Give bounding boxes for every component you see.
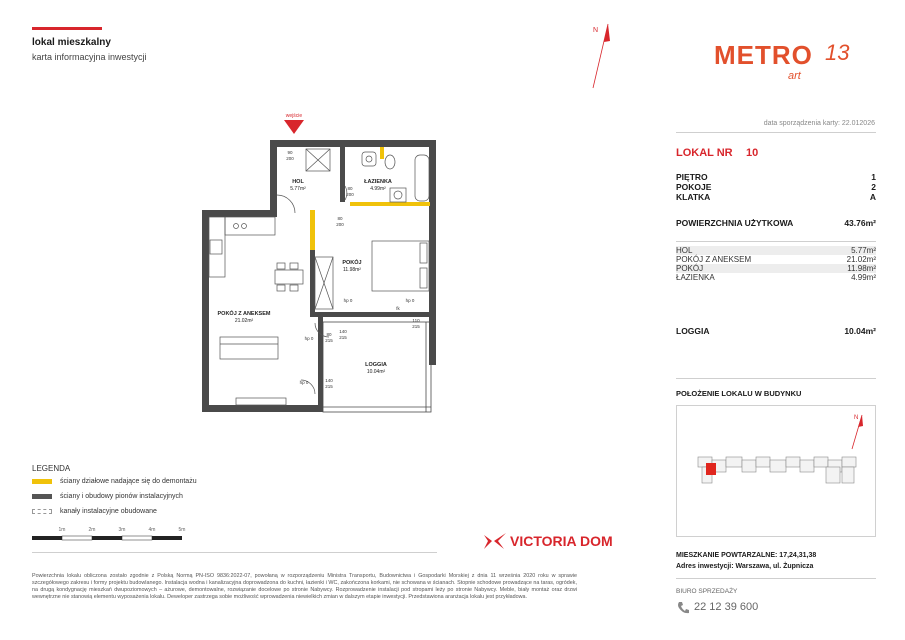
logo-art: art (788, 70, 801, 82)
room-label-pokoj: POKÓJ (342, 260, 362, 266)
disclaimer-text: Powierzchnia lokalu obliczona zostało zgodnie z Polską Normą PN-ISO 9836:2022-07, powołaną w rozporządzeniu Ministra Transportu, Budownictwa i Gospodarki Morskiej z dnia 11 września 2020 roku w sprawie szczegółowego zakresu i formy projektu budowlanego. Instalacja wodna i kanalizacyjna doprowadzona do kuchni, łazienki i WC, zakończona korkami, nie schowana w ścianach. Stopnie schodowe prowadzące na taras, ogródek, na drugą kondygnację mieszkań dwupoziomowych – ażurowe, demontowalne, rozwiązanie docelowe po stronie Nabywcy. Rozprowadzenie instalacji pod stropami leży po stronie Nabywcy. Meble, biały montaż oraz drzwi wewnętrzne nie stanowią elementu wyposażenia lokalu. Deweloper zastrzega sobie możliwość wprowadzenia niewielkich zmian w dalszym etapie inwestycji. Przedstawiona aranżacja lokalu jest przykładowa. (32, 573, 577, 600)
dim-label: hp 0 (405, 298, 415, 303)
building-location-map (676, 405, 876, 537)
room-row: ŁAZIENKA 4.99m² (676, 273, 876, 282)
investment-address: Adres inwestycji: Warszawa, ul. Żupnicza (676, 563, 814, 570)
divider (676, 578, 876, 579)
room-label-lazienka: ŁAZIENKA (364, 179, 392, 185)
svg-text:1m: 1m (58, 527, 66, 533)
lokal-number: 10 (746, 147, 759, 159)
loggia-row: LOGGIA 10.04m² (676, 326, 876, 336)
legend-item: kanały instalacyjne obudowane (32, 508, 157, 515)
room-label-hol: HOL (292, 179, 304, 185)
divider (32, 552, 437, 553)
svg-text:4m: 4m (148, 527, 156, 533)
lokal-label: LOKAL NR (676, 147, 733, 159)
phone-icon (677, 601, 689, 615)
entrance-label: wejście (285, 113, 303, 119)
dim-label: 90 (287, 150, 293, 155)
dim-label: 215 (412, 324, 420, 329)
room-label-loggia: LOGGIA (365, 362, 387, 368)
area-row: POWIERZCHNIA UŻYTKOWA 43.76m² (676, 218, 876, 228)
room-area-loggia: 10.04m² (366, 369, 386, 375)
dim-label: 215 (325, 338, 333, 343)
entrance-marker (284, 120, 304, 134)
repeat-units: MIESZKANIE POWTARZALNE: 17,24,31,38 (676, 552, 817, 559)
north-arrow-icon (583, 20, 617, 92)
dim-label: 200 (286, 156, 294, 161)
dim-label: 215 (325, 384, 333, 389)
scale-bar (32, 526, 202, 544)
location-title: POŁOŻENIE LOKALU W BUDYNKU (676, 389, 802, 398)
detail-row: PIĘTRO 1 (676, 172, 876, 182)
legend-item: ściany działowe nadające się do demontażu (32, 478, 197, 485)
divider (676, 132, 876, 133)
header-title: lokal mieszkalny (32, 37, 111, 48)
dim-label: 80 (347, 186, 353, 191)
floor-plan (180, 100, 450, 420)
dim-label: 80 (337, 216, 343, 221)
svg-text:5m: 5m (178, 527, 186, 533)
divider (676, 378, 876, 379)
svg-text:3m: 3m (118, 527, 126, 533)
brand-name: VICTORIA DOM (510, 533, 613, 549)
sales-office-label: BIURO SPRZEDAŻY (676, 588, 738, 595)
room-row: POKÓJ Z ANEKSEM 21.02m² (676, 255, 876, 264)
room-row: POKÓJ 11.98m² (676, 264, 876, 273)
logo-metro: METRO (714, 40, 813, 70)
room-area-pokoj: 11.98m² (343, 267, 361, 273)
dim-label: 200 (346, 192, 354, 197)
dim-label: fk (396, 306, 400, 311)
dim-label: hp 0 (299, 380, 309, 385)
legend-item: ściany i obudowy pionów instalacyjnych (32, 493, 183, 500)
date-created: data sporządzenia karty: 22.012026 (763, 120, 875, 127)
detail-row: KLATKA A (676, 192, 876, 202)
dim-label: hp 0 (304, 336, 314, 341)
detail-row: POKOJE 2 (676, 182, 876, 192)
divider (676, 241, 876, 242)
logo-number: 13 (825, 40, 850, 65)
dim-label: 215 (339, 335, 347, 340)
room-area-lazienka: 4.99m² (370, 186, 386, 192)
victoria-dom-mark-icon (484, 531, 506, 551)
dim-label: 80 (326, 332, 332, 337)
dim-label: 110 (412, 318, 420, 323)
legend-title: LEGENDA (32, 464, 71, 473)
svg-text:N: N (593, 27, 599, 34)
room-area-aneks: 21.02m² (234, 318, 254, 324)
phone-number[interactable]: 22 12 39 600 (694, 601, 759, 613)
svg-text:N: N (854, 415, 859, 421)
dim-label: 140 (325, 378, 333, 383)
dim-label: 200 (336, 222, 344, 227)
room-label-aneks: POKÓJ Z ANEKSEM (217, 311, 271, 317)
dim-label: hp 0 (343, 298, 353, 303)
dim-label: 140 (339, 329, 347, 334)
header-subtitle: karta informacyjna inwestycji (32, 52, 147, 62)
room-row: HOL 5.77m² (676, 246, 876, 255)
svg-text:2m: 2m (88, 527, 96, 533)
header-accent-bar (32, 27, 102, 30)
room-area-hol: 5.77m² (290, 186, 306, 192)
location-marker (706, 463, 716, 475)
